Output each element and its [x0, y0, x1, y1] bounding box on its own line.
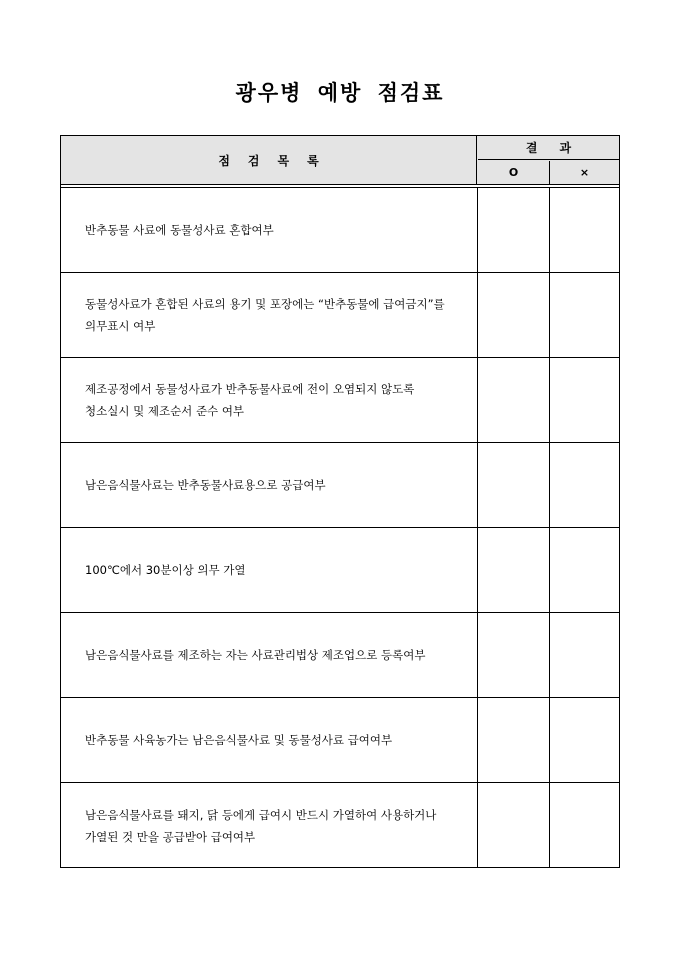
row-x-cell[interactable] [550, 783, 619, 868]
row-o-cell[interactable] [478, 358, 550, 442]
row-check-item: 반추동물 사육농가는 남은음식물사료 및 동물성사료 급여여부 [61, 698, 478, 782]
table-row [61, 613, 619, 698]
row-check-item: 남은음식물사료는 반추동물사료용으로 공급여부 [61, 443, 478, 527]
table-row [61, 188, 619, 273]
table-header [61, 136, 619, 185]
row-check-item: 남은음식물사료를 제조하는 자는 사료관리법상 제조업으로 등록여부 [61, 613, 478, 697]
table-row [61, 783, 619, 868]
row-o-cell[interactable] [478, 528, 550, 612]
row-check-item: 100℃에서 30분이상 의무 가열 [61, 528, 478, 612]
header-o-column: O [478, 161, 550, 184]
table-body [61, 188, 619, 868]
table-row [61, 358, 619, 443]
row-x-cell[interactable] [550, 698, 619, 782]
row-o-cell[interactable] [478, 698, 550, 782]
row-x-cell[interactable] [550, 188, 619, 272]
row-x-cell[interactable] [550, 528, 619, 612]
row-check-item: 남은음식물사료를 돼지, 닭 등에게 급여시 반드시 가열하여 사용하거나 가열된 것 만을 공급받아 급여여부 [61, 783, 478, 868]
row-x-cell[interactable] [550, 273, 619, 357]
document-title: 광우병 예방 점검표 [235, 80, 445, 105]
table-row [61, 443, 619, 528]
table-row [61, 273, 619, 358]
row-o-cell[interactable] [478, 188, 550, 272]
checklist-table [60, 135, 620, 868]
table-row [61, 698, 619, 783]
row-x-cell[interactable] [550, 443, 619, 527]
row-check-item: 제조공정에서 동물성사료가 반추동물사료에 전이 오염되지 않도록 청소실시 및 제조순서 준수 여부 [61, 358, 478, 442]
table-row [61, 528, 619, 613]
row-x-cell[interactable] [550, 358, 619, 442]
row-x-cell[interactable] [550, 613, 619, 697]
header-check-items: 점검목록 [61, 136, 477, 184]
row-o-cell[interactable] [478, 783, 550, 868]
row-o-cell[interactable] [478, 613, 550, 697]
row-o-cell[interactable] [478, 273, 550, 357]
row-check-item: 반추동물 사료에 동물성사료 혼합여부 [61, 188, 478, 272]
header-x-column: × [579, 166, 590, 179]
header-result: 결과 [478, 136, 619, 160]
row-o-cell[interactable] [478, 443, 550, 527]
row-check-item: 동물성사료가 혼합된 사료의 용기 및 포장에는 “반추동물에 급여금지”를 의무표시 여부 [61, 273, 478, 357]
